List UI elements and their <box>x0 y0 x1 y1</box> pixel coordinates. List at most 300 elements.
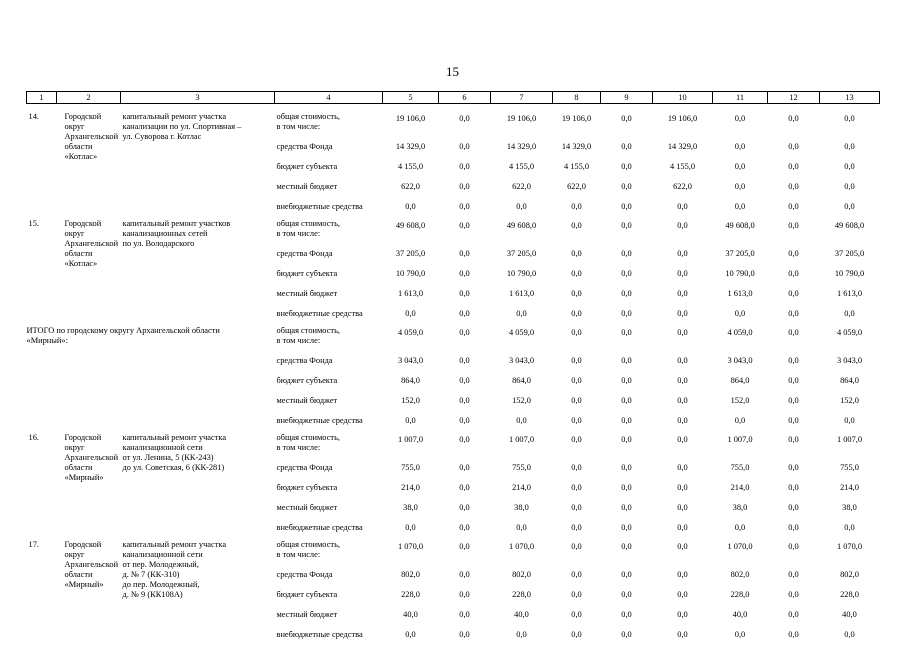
value-cell: 4 155,0 <box>397 162 424 171</box>
value-cell: 0,0 <box>788 142 799 151</box>
text-line: по ул. Володарского <box>122 239 195 248</box>
text-line: ИТОГО по городскому округу Архангельской области <box>26 326 220 335</box>
value-cell: 3 043,0 <box>508 356 535 365</box>
value-cell: 0,0 <box>571 202 582 211</box>
object-cell <box>121 433 275 540</box>
value-cell: 4 059,0 <box>727 328 753 337</box>
text-line: до пер. Молодежный, <box>122 580 200 589</box>
value-cell: 4 059,0 <box>397 328 424 337</box>
value-cell: 802,0 <box>512 570 531 579</box>
value-cell: 0,0 <box>677 503 688 512</box>
value-cell: 0,0 <box>734 416 746 425</box>
text-line: Архангельской <box>64 453 119 462</box>
value-cell: 1 007,0 <box>397 435 424 444</box>
total-label <box>27 326 275 433</box>
funding-source-label <box>275 199 383 219</box>
value-cell: 0,0 <box>788 182 799 191</box>
value-cell: 0,0 <box>571 483 582 492</box>
value-cell: 0,0 <box>788 376 799 385</box>
value-cell: 14 329,0 <box>561 142 592 151</box>
value-cell: 0,0 <box>459 356 470 365</box>
text-line: бюджет субъекта <box>276 376 338 385</box>
value-cell: 0,0 <box>571 328 582 337</box>
value-cell: 49 608,0 <box>506 221 537 230</box>
value-cell: 0,0 <box>459 376 470 385</box>
row-number: 15. <box>28 219 39 228</box>
value-cell: 622,0 <box>512 182 531 191</box>
value-cell: 0,0 <box>571 269 582 278</box>
value-cell: 1 070,0 <box>397 542 424 551</box>
text-line: средства Фонда <box>276 356 333 365</box>
value-cell: 0,0 <box>459 630 470 639</box>
value-cell: 49 608,0 <box>725 221 755 230</box>
value-cell: 0,0 <box>571 396 582 405</box>
value-cell: 14 329,0 <box>506 142 537 151</box>
value-cell: 0,0 <box>621 416 632 425</box>
text-line: бюджет субъекта <box>276 269 338 278</box>
value-cell: 864,0 <box>512 376 531 385</box>
value-cell: 38,0 <box>842 503 857 512</box>
text-line: в том числе: <box>276 122 321 131</box>
value-cell: 0,0 <box>405 202 416 211</box>
value-cell: 755,0 <box>730 463 750 472</box>
row-number: 14. <box>28 112 39 121</box>
value-cell: 0,0 <box>621 114 632 123</box>
value-cell: 802,0 <box>730 570 750 579</box>
value-cell: 0,0 <box>677 202 688 211</box>
value-cell: 3 043,0 <box>727 356 753 365</box>
value-cell: 0,0 <box>734 162 746 171</box>
funding-source-label <box>275 219 383 246</box>
value-cell: 0,0 <box>788 202 799 211</box>
value-cell: 0,0 <box>788 114 799 123</box>
header-cell: 7 <box>491 92 553 104</box>
value-cell: 0,0 <box>459 202 470 211</box>
text-line: в том числе: <box>276 229 321 238</box>
value-cell: 1 070,0 <box>727 542 753 551</box>
value-cell: 19 106,0 <box>561 114 592 123</box>
text-line: «Мирный» <box>64 580 104 589</box>
value-cell: 0,0 <box>571 289 582 298</box>
value-cell: 38,0 <box>732 503 748 512</box>
text-line: внебюджетные средства <box>276 202 363 211</box>
value-cell: 10 790,0 <box>834 269 865 278</box>
value-cell: 0,0 <box>621 463 632 472</box>
value-cell: 1 007,0 <box>508 435 535 444</box>
value-cell: 0,0 <box>734 523 746 532</box>
value-cell: 0,0 <box>844 523 855 532</box>
value-cell: 0,0 <box>844 416 855 425</box>
value-cell: 4 155,0 <box>508 162 535 171</box>
municipality-cell <box>57 433 121 540</box>
value-cell: 0,0 <box>677 328 688 337</box>
value-cell: 0,0 <box>788 269 799 278</box>
funding-table <box>26 91 880 647</box>
value-cell: 0,0 <box>677 610 688 619</box>
value-cell: 38,0 <box>403 503 418 512</box>
value-cell: 1 007,0 <box>727 435 753 444</box>
value-cell: 49 608,0 <box>395 221 426 230</box>
text-line: местный бюджет <box>276 610 338 619</box>
text-line: средства Фонда <box>276 249 333 258</box>
value-cell: 0,0 <box>405 309 416 318</box>
value-cell: 0,0 <box>571 630 582 639</box>
value-cell: 0,0 <box>788 570 799 579</box>
value-cell: 14 329,0 <box>667 142 698 151</box>
funding-source-label <box>275 540 383 567</box>
value-cell: 214,0 <box>512 483 531 492</box>
value-cell: 0,0 <box>571 463 582 472</box>
funding-source-label <box>275 112 383 139</box>
value-cell: 4 059,0 <box>836 328 863 337</box>
text-line: «Котлас» <box>64 259 98 268</box>
value-cell: 0,0 <box>459 463 470 472</box>
text-line: Архангельской <box>64 560 119 569</box>
value-cell: 152,0 <box>730 396 750 405</box>
value-cell: 0,0 <box>677 289 688 298</box>
text-line: области <box>64 249 93 258</box>
text-line: Городской <box>64 112 102 121</box>
value-cell: 228,0 <box>730 590 750 599</box>
value-cell: 0,0 <box>459 523 470 532</box>
value-cell: 0,0 <box>621 162 632 171</box>
value-cell: 0,0 <box>516 523 527 532</box>
funding-source-label <box>275 179 383 199</box>
header-cell: 5 <box>383 92 439 104</box>
text-line: округ <box>64 443 85 452</box>
funding-source-label <box>275 627 383 647</box>
text-line: капитальный ремонт участка <box>122 433 227 442</box>
text-line: бюджет субъекта <box>276 590 338 599</box>
value-cell: 0,0 <box>734 114 746 123</box>
value-cell: 4 155,0 <box>563 162 590 171</box>
value-cell: 0,0 <box>459 328 470 337</box>
value-cell: 0,0 <box>788 162 799 171</box>
funding-source-label <box>275 413 383 433</box>
object-cell <box>121 540 275 647</box>
text-line: области <box>64 142 93 151</box>
value-cell: 0,0 <box>459 221 470 230</box>
header-cell: 1 <box>27 92 57 104</box>
text-line: внебюджетные средства <box>276 416 363 425</box>
value-cell: 0,0 <box>677 356 688 365</box>
value-cell: 0,0 <box>459 542 470 551</box>
value-cell: 152,0 <box>840 396 859 405</box>
value-cell: 228,0 <box>840 590 859 599</box>
value-cell: 0,0 <box>677 221 688 230</box>
value-cell: 0,0 <box>788 610 799 619</box>
funding-source-label <box>275 373 383 393</box>
funding-source-label <box>275 306 383 326</box>
value-cell: 0,0 <box>459 114 470 123</box>
text-line: капитальный ремонт участка <box>122 112 227 121</box>
value-cell: 4 155,0 <box>669 162 696 171</box>
value-cell: 214,0 <box>730 483 750 492</box>
value-cell: 1 613,0 <box>508 289 535 298</box>
value-cell: 0,0 <box>677 630 688 639</box>
value-cell: 802,0 <box>840 570 859 579</box>
value-cell: 0,0 <box>571 356 582 365</box>
value-cell: 0,0 <box>677 376 688 385</box>
value-cell: 0,0 <box>677 570 688 579</box>
text-line: «Котлас» <box>64 152 98 161</box>
funding-source-label <box>275 159 383 179</box>
text-line: канализационной сети <box>122 443 203 452</box>
value-cell: 10 790,0 <box>395 269 426 278</box>
value-cell: 0,0 <box>677 523 688 532</box>
value-cell: 755,0 <box>840 463 859 472</box>
text-line: внебюджетные средства <box>276 523 363 532</box>
value-cell: 14 329,0 <box>395 142 426 151</box>
value-cell: 0,0 <box>677 590 688 599</box>
value-cell: 0,0 <box>788 630 799 639</box>
value-cell: 40,0 <box>514 610 529 619</box>
value-cell: 40,0 <box>732 610 748 619</box>
funding-source-label <box>275 433 383 460</box>
value-cell: 0,0 <box>571 416 582 425</box>
header-cell: 9 <box>601 92 653 104</box>
municipality-cell <box>57 219 121 326</box>
value-cell: 0,0 <box>788 542 799 551</box>
header-cell: 6 <box>439 92 491 104</box>
text-line: общая стоимость, <box>276 112 340 121</box>
value-cell: 0,0 <box>844 162 855 171</box>
header-cell: 4 <box>275 92 383 104</box>
text-line: местный бюджет <box>276 182 338 191</box>
text-line: Архангельской <box>64 132 119 141</box>
value-cell: 19 106,0 <box>395 114 426 123</box>
value-cell: 0,0 <box>516 416 527 425</box>
funding-source-label <box>275 607 383 627</box>
text-line: от пер. Молодежный, <box>122 560 199 569</box>
municipality-cell <box>57 112 121 219</box>
table-row <box>27 219 880 246</box>
text-line: д. № 9 (КК108А) <box>122 590 183 599</box>
value-cell: 0,0 <box>677 435 688 444</box>
text-line: в том числе: <box>276 550 321 559</box>
value-cell: 622,0 <box>567 182 586 191</box>
header-cell: 11 <box>713 92 768 104</box>
header-cell: 13 <box>820 92 880 104</box>
value-cell: 0,0 <box>459 503 470 512</box>
text-line: Архангельской <box>64 239 119 248</box>
value-cell: 0,0 <box>571 570 582 579</box>
table-row <box>27 112 880 139</box>
value-cell: 0,0 <box>459 590 470 599</box>
value-cell: 10 790,0 <box>506 269 537 278</box>
value-cell: 3 043,0 <box>397 356 424 365</box>
value-cell: 0,0 <box>459 142 470 151</box>
text-line: «Мирный» <box>64 473 104 482</box>
header-cell: 8 <box>553 92 601 104</box>
text-line: капитальный ремонт участков <box>122 219 231 228</box>
value-cell: 0,0 <box>788 435 799 444</box>
header-cell: 10 <box>653 92 713 104</box>
text-line: д. № 7 (КК-310) <box>122 570 180 579</box>
value-cell: 40,0 <box>403 610 418 619</box>
text-line: в том числе: <box>276 443 321 452</box>
value-cell: 1 070,0 <box>836 542 863 551</box>
value-cell: 0,0 <box>677 269 688 278</box>
header-cell: 2 <box>57 92 121 104</box>
value-cell: 0,0 <box>571 523 582 532</box>
value-cell: 0,0 <box>621 503 632 512</box>
value-cell: 4 059,0 <box>508 328 535 337</box>
value-cell: 0,0 <box>621 630 632 639</box>
value-cell: 0,0 <box>459 396 470 405</box>
row-number: 16. <box>28 433 39 442</box>
value-cell: 0,0 <box>516 630 527 639</box>
value-cell: 38,0 <box>514 503 529 512</box>
text-line: Городской <box>64 433 102 442</box>
text-line: от ул. Ленина, 5 (КК-243) <box>122 453 214 462</box>
spacer-row <box>27 104 880 113</box>
value-cell: 0,0 <box>788 590 799 599</box>
text-line: бюджет субъекта <box>276 483 338 492</box>
table-row <box>27 540 880 567</box>
text-line: общая стоимость, <box>276 540 340 549</box>
value-cell: 0,0 <box>734 142 746 151</box>
value-cell: 10 790,0 <box>725 269 755 278</box>
value-cell: 0,0 <box>459 483 470 492</box>
value-cell: 0,0 <box>516 202 527 211</box>
value-cell: 0,0 <box>788 309 799 318</box>
funding-source-label <box>275 480 383 500</box>
object-cell <box>121 219 275 326</box>
header-cell: 12 <box>768 92 820 104</box>
value-cell: 152,0 <box>512 396 531 405</box>
value-cell: 0,0 <box>621 376 632 385</box>
value-cell: 19 106,0 <box>506 114 537 123</box>
value-cell: 1 613,0 <box>836 289 863 298</box>
value-cell: 0,0 <box>621 610 632 619</box>
funding-source-label <box>275 567 383 587</box>
value-cell: 1 070,0 <box>508 542 535 551</box>
value-cell: 0,0 <box>844 142 855 151</box>
funding-source-label <box>275 587 383 607</box>
value-cell: 0,0 <box>459 269 470 278</box>
value-cell: 0,0 <box>788 289 799 298</box>
text-line: внебюджетные средства <box>276 630 363 639</box>
text-line: округ <box>64 229 85 238</box>
text-line: канализации по ул. Спортивная – <box>122 122 242 131</box>
funding-source-label <box>275 500 383 520</box>
value-cell: 0,0 <box>459 416 470 425</box>
value-cell: 0,0 <box>788 416 799 425</box>
total-row <box>27 326 880 353</box>
value-cell: 0,0 <box>734 202 746 211</box>
value-cell: 0,0 <box>788 221 799 230</box>
value-cell: 0,0 <box>621 221 632 230</box>
value-cell: 0,0 <box>844 182 855 191</box>
value-cell: 0,0 <box>571 221 582 230</box>
value-cell: 1 007,0 <box>836 435 863 444</box>
value-cell: 152,0 <box>401 396 420 405</box>
value-cell: 214,0 <box>401 483 420 492</box>
header-row <box>27 92 880 104</box>
value-cell: 0,0 <box>621 396 632 405</box>
value-cell: 0,0 <box>788 356 799 365</box>
value-cell: 0,0 <box>571 309 582 318</box>
text-line: общая стоимость, <box>276 326 340 335</box>
value-cell: 0,0 <box>621 523 632 532</box>
page-number: 15 <box>446 64 459 79</box>
text-line: «Мирный»: <box>26 336 68 345</box>
spacer-cell <box>27 104 880 113</box>
text-line: капитальный ремонт участка <box>122 540 227 549</box>
value-cell: 0,0 <box>621 289 632 298</box>
text-line: ул. Суворова г. Котлас <box>122 132 202 141</box>
value-cell: 0,0 <box>571 542 582 551</box>
value-cell: 0,0 <box>459 435 470 444</box>
value-cell: 0,0 <box>405 416 416 425</box>
value-cell: 0,0 <box>621 182 632 191</box>
funding-source-label <box>275 460 383 480</box>
value-cell: 0,0 <box>788 523 799 532</box>
value-cell: 0,0 <box>677 463 688 472</box>
value-cell: 0,0 <box>459 162 470 171</box>
value-cell: 864,0 <box>401 376 420 385</box>
text-line: канализационной сети <box>122 550 203 559</box>
text-line: области <box>64 570 93 579</box>
value-cell: 755,0 <box>512 463 531 472</box>
value-cell: 0,0 <box>621 142 632 151</box>
value-cell: 0,0 <box>734 630 746 639</box>
value-cell: 0,0 <box>621 249 632 258</box>
value-cell: 0,0 <box>734 182 746 191</box>
funding-source-label <box>275 139 383 159</box>
value-cell: 49 608,0 <box>834 221 865 230</box>
text-line: в том числе: <box>276 336 321 345</box>
object-cell <box>121 112 275 219</box>
value-cell: 0,0 <box>677 249 688 258</box>
value-cell: 0,0 <box>621 328 632 337</box>
value-cell: 0,0 <box>844 309 855 318</box>
funding-source-label <box>275 353 383 373</box>
funding-source-label <box>275 326 383 353</box>
row-number: 17. <box>28 540 39 549</box>
value-cell: 1 613,0 <box>727 289 753 298</box>
text-line: канализационных сетей <box>122 229 208 238</box>
value-cell: 0,0 <box>677 396 688 405</box>
value-cell: 37 205,0 <box>506 249 537 258</box>
value-cell: 0,0 <box>844 114 855 123</box>
value-cell: 0,0 <box>621 269 632 278</box>
value-cell: 0,0 <box>621 542 632 551</box>
value-cell: 0,0 <box>405 630 416 639</box>
value-cell: 3 043,0 <box>836 356 863 365</box>
value-cell: 0,0 <box>788 396 799 405</box>
value-cell: 0,0 <box>571 249 582 258</box>
funding-source-label <box>275 286 383 306</box>
text-line: внебюджетные средства <box>276 309 363 318</box>
text-line: округ <box>64 122 85 131</box>
value-cell: 0,0 <box>621 570 632 579</box>
value-cell: 0,0 <box>571 435 582 444</box>
funding-source-label <box>275 266 383 286</box>
value-cell: 864,0 <box>730 376 750 385</box>
funding-source-label <box>275 393 383 413</box>
value-cell: 0,0 <box>571 610 582 619</box>
text-line: Городской <box>64 219 102 228</box>
value-cell: 0,0 <box>788 463 799 472</box>
value-cell: 0,0 <box>571 503 582 512</box>
value-cell: 37 205,0 <box>725 249 755 258</box>
value-cell: 0,0 <box>459 309 470 318</box>
value-cell: 0,0 <box>516 309 527 318</box>
value-cell: 37 205,0 <box>395 249 426 258</box>
value-cell: 0,0 <box>844 202 855 211</box>
